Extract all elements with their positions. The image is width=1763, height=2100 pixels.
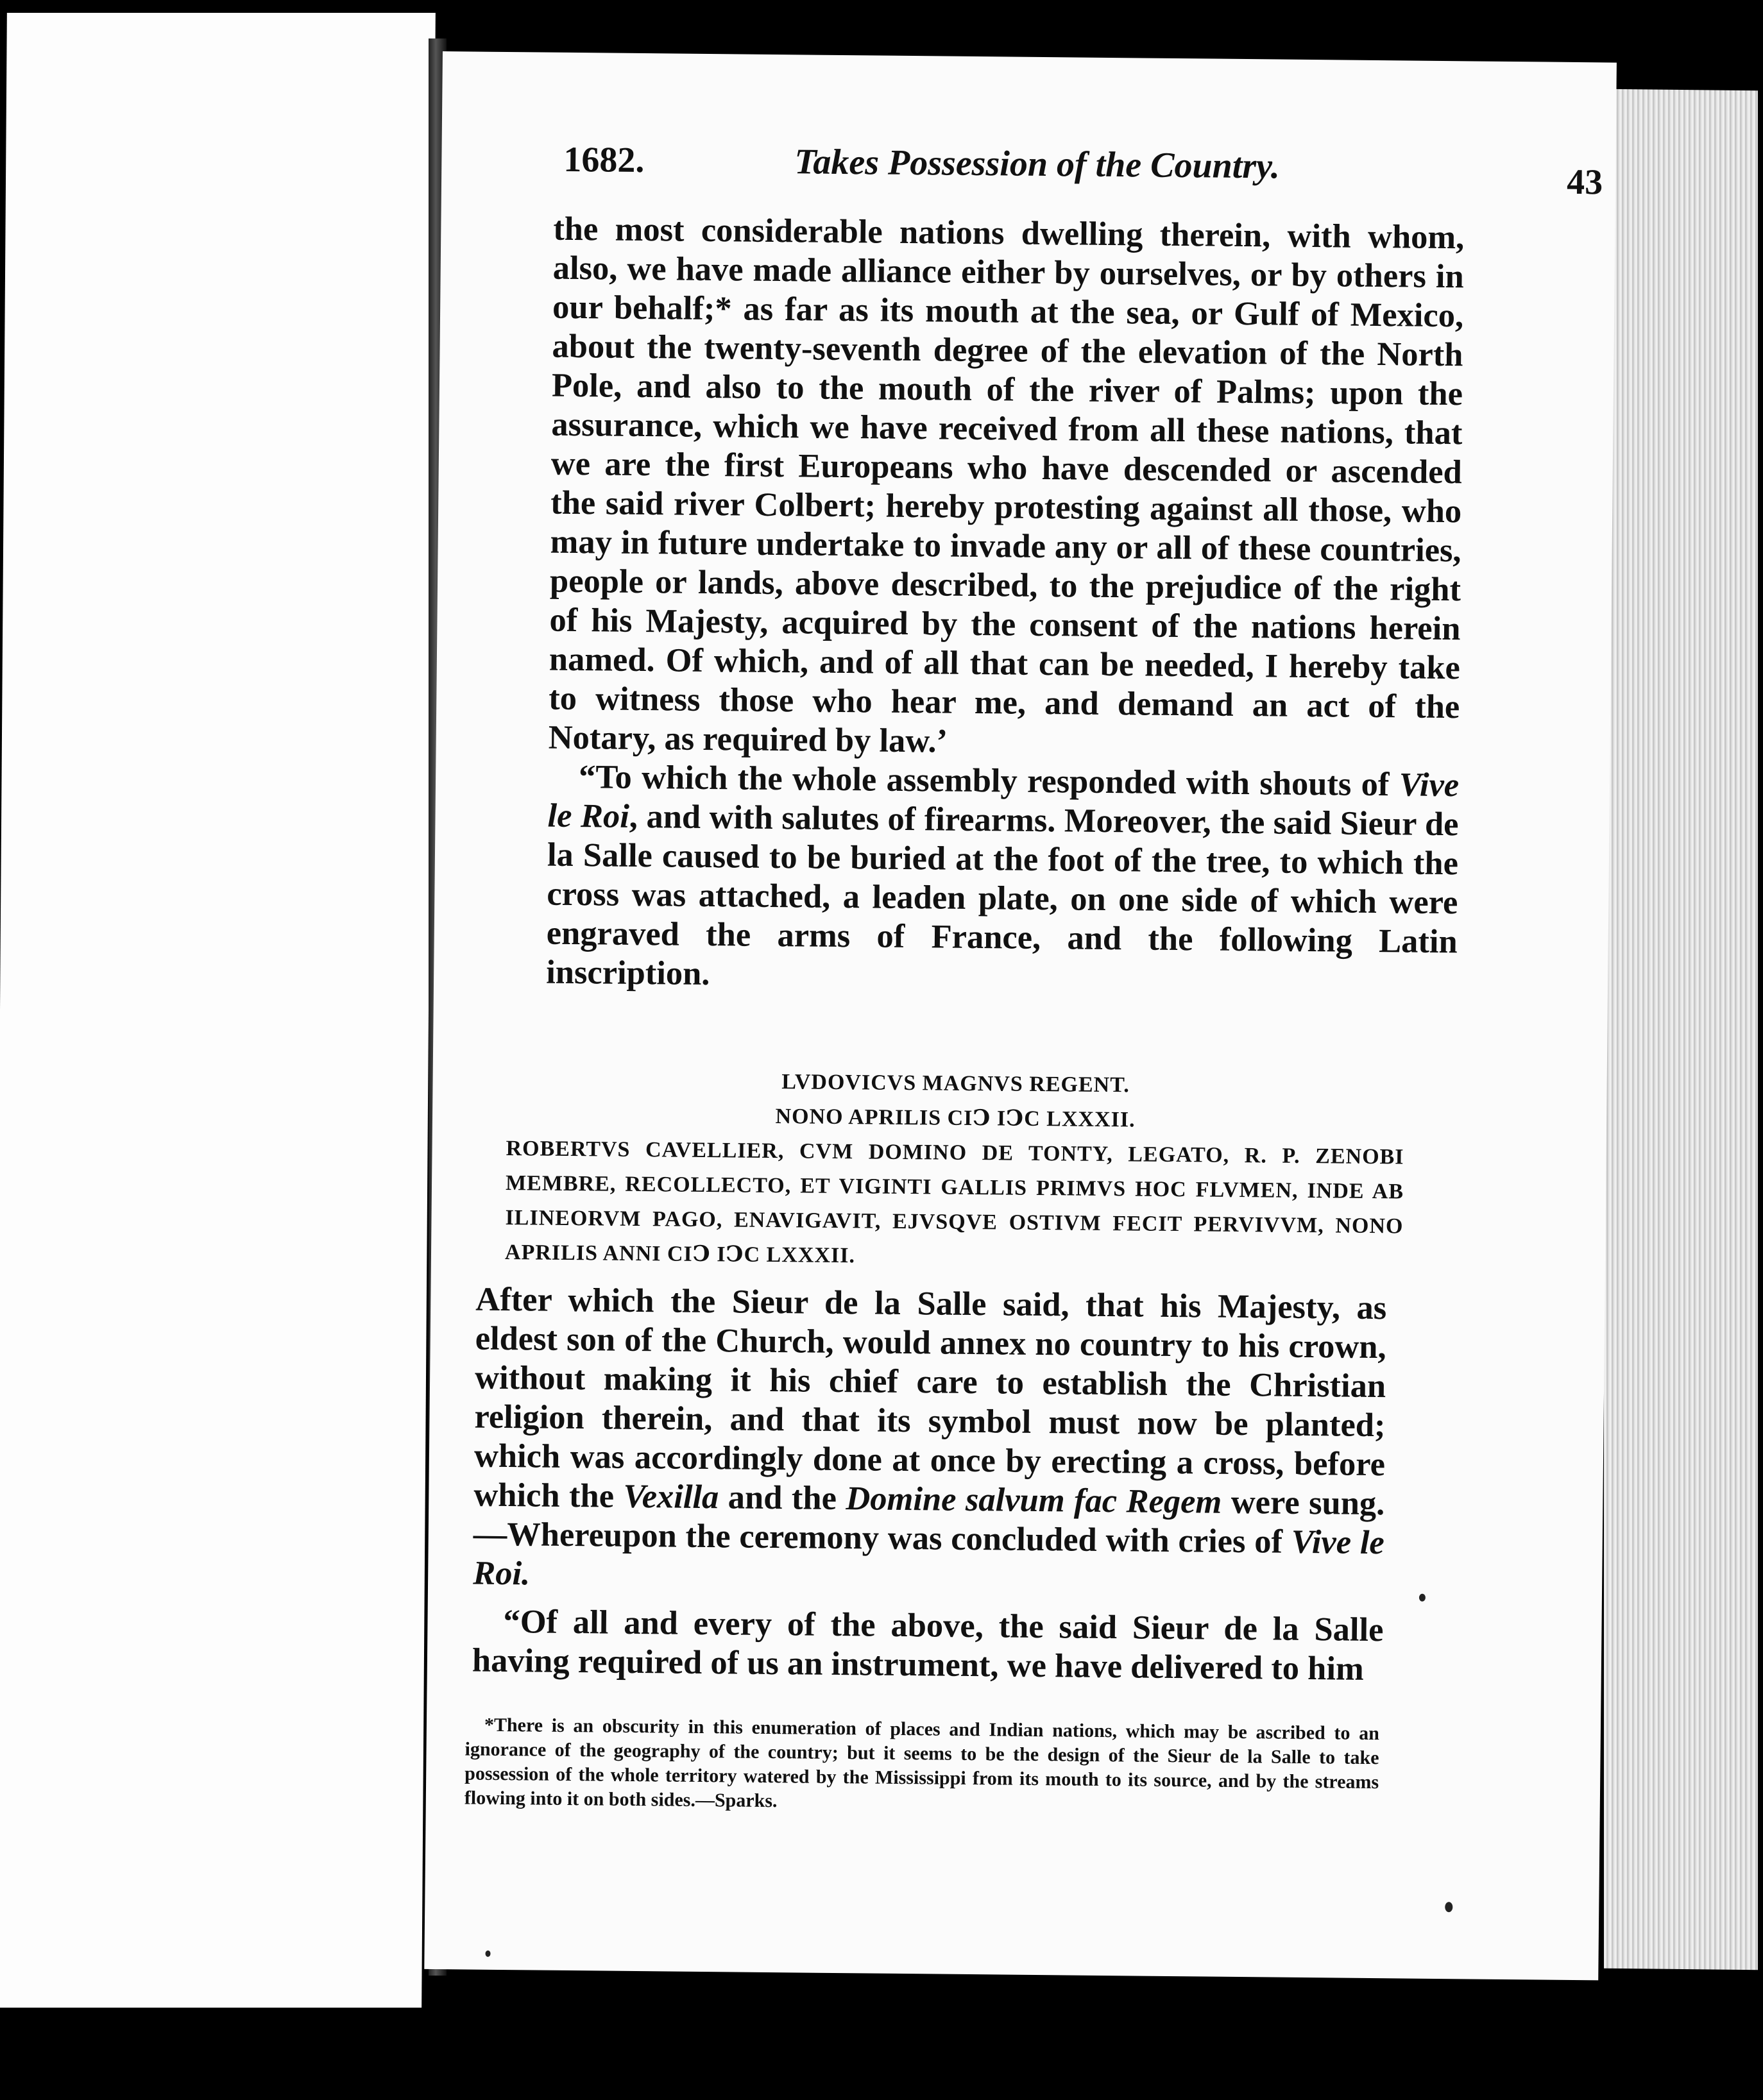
ink-speck (485, 1951, 490, 1957)
paragraph-4: “Of all and every of the above, the said Sieur de la Salle having required of us an instrument, we have delivered to him (472, 1603, 1384, 1688)
paragraph-2: “To which the whole assembly responded with shouts of Vive le Roi, and with salutes of firearms. Moreover, the said Sieur de la Salle caused to be buried at the foot of the tree, to which the cross was attached, a leaden plate, on one side of which were engraved the arms of France, and the following Latin inscription. (545, 758, 1460, 993)
footnote: *There is an obscurity in this enumeration of places and Indian nations, which may be ascribed to an ignorance of the geography of the country; but it seems to be the design of the Sieur de la Salle to take possession of the whole territory watered by the Mississippi from its mouth to its source, and by the streams flowing into it on both sides.—Sparks. (464, 1714, 1380, 1812)
ink-speck (1419, 1594, 1426, 1602)
paragraph-1: the most considerable nations dwelling therein, with whom, also, we have made alliance either by ourselves, or by others in our behalf;* as far as its mouth at the sea, or Gulf of Mexico, about the twenty-seventh degree of the elevation of the North Pole, and also to the mouth of the river of Palms; upon the assurance, which we have received from all these nations, that we are the first Europeans who have descended or ascended the said river Colbert; hereby protesting against all those, who may in future undertake to invade any or all of these countries, people or lands, above described, to the prejudice of the right of his Majesty, acquired by the consent of the nations herein named. Of which, and of all that can be needed, I hereby take to witness those who hear me, and demand an act of the Notary, as required by law.’ (548, 210, 1465, 760)
page-edges (1604, 89, 1758, 1970)
body-text-top (546, 210, 1465, 1001)
body-text-bottom (472, 1280, 1387, 1689)
facing-page-blank (0, 13, 436, 2008)
page-number: 43 (1566, 162, 1603, 203)
book-page (424, 51, 1617, 1980)
running-head-year: 1682. (563, 139, 645, 181)
running-head (563, 139, 1603, 207)
inscription-line-1: LVDOVICVS MAGNVS REGENT. (781, 1070, 1130, 1097)
latin-inscription (505, 1062, 1405, 1278)
ink-speck (1445, 1902, 1452, 1912)
paragraph-3: After which the Sieur de la Salle said, that his Majesty, as eldest son of the Church, would annex no country to his crown, without making it his chief care to establish the Christian religion therein, and that its symbol must now be planted; which was accordingly done at once by erecting a cross, before which the Vexilla and the Domine salvum fac Regem were sung.—Whereupon the ceremony was concluded with cries of Vive le Roi. (472, 1280, 1387, 1593)
running-head-title: Takes Possession of the Country. (794, 142, 1281, 187)
inscription-line-2: NONO APRILIS CIↃ IↃC LXXXII. (775, 1105, 1136, 1132)
inscription-body: ROBERTVS CAVELLIER, CVM DOMINO DE TONTY, LEGATO, R. P. ZENOBI MEMBRE, RECOLLECTO, ET VIGINTI GALLIS PRIMVS HOC FLVMEN, INDE AB ILINEORVM PAGO, ENAVIGAVIT, EJVSQVE OSTIVM FECIT PERVIVVM, NONO APRILIS ANNI CIↃ IↃC LXXXII. (504, 1137, 1404, 1268)
